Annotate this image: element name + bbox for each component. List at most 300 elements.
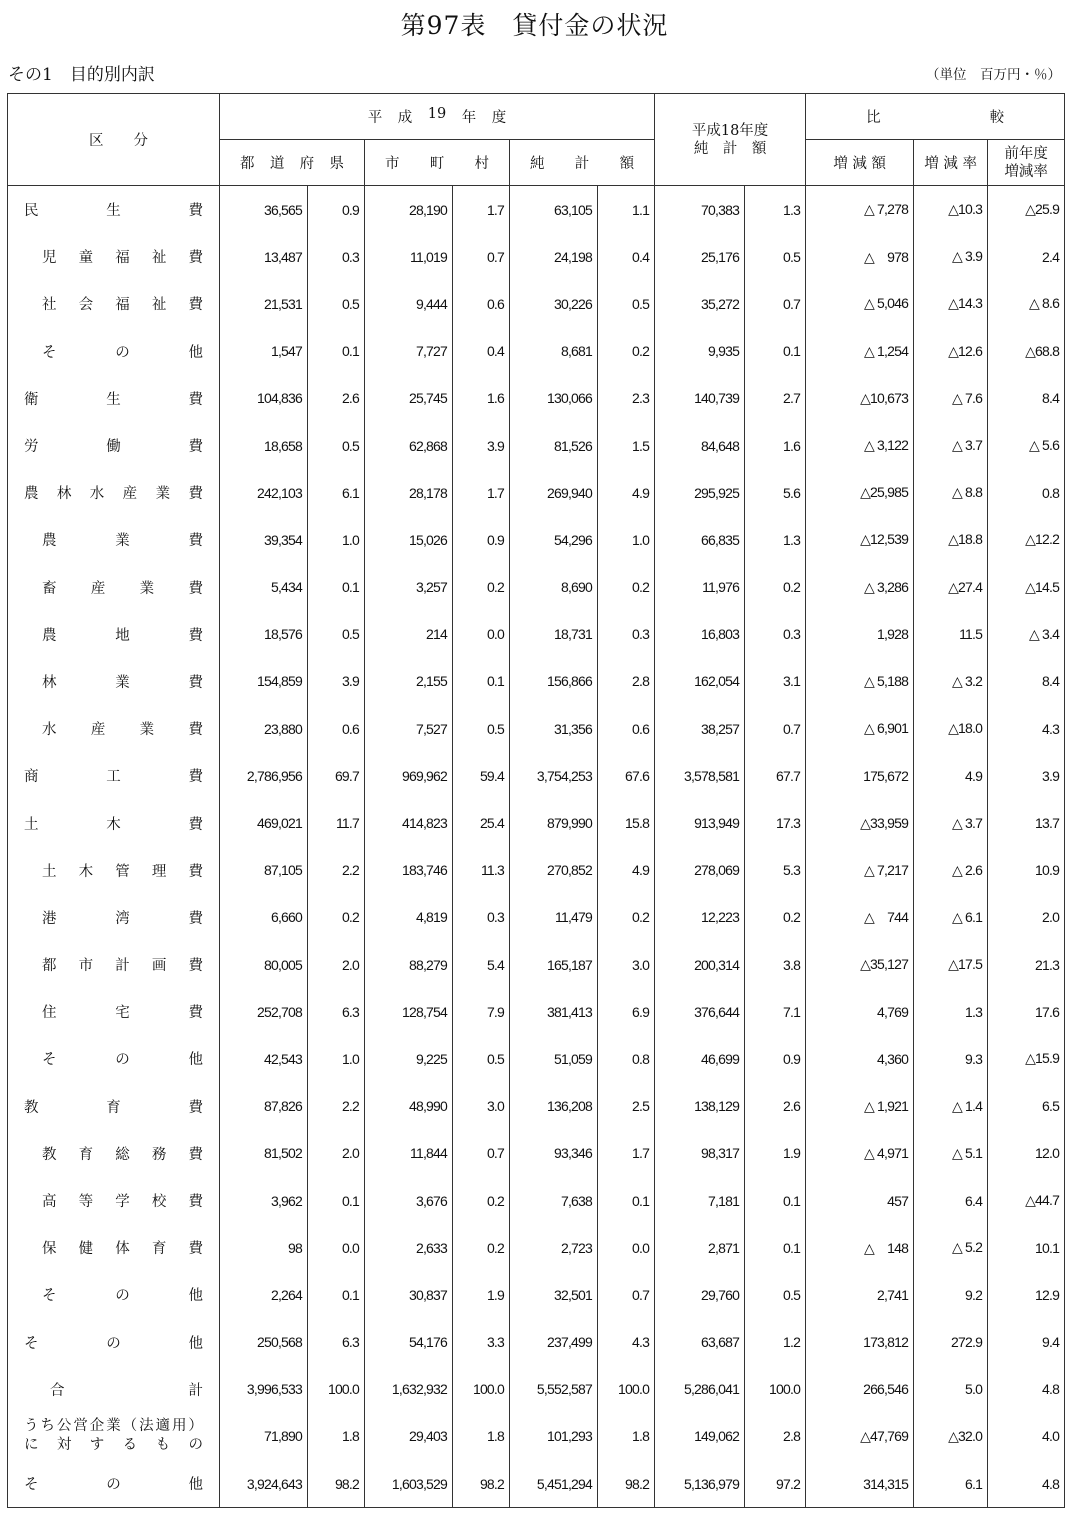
cell-h18-share: 0.5 [745,1271,806,1318]
row-label-char: 他 [188,1477,203,1494]
cell-muni-share: 7.9 [453,988,510,1035]
row-label-char: の [106,1477,121,1494]
row-label-char: ） [188,1418,203,1435]
row-label-char: 合 [50,1382,65,1399]
cell-pref-amount: 18,576 [220,611,308,658]
cell-h18-amount: 98,317 [655,1130,745,1177]
cell-pref-amount: 98 [220,1224,308,1271]
header-h19 [220,94,655,140]
cell-h18-amount: 138,129 [655,1083,745,1130]
cell-pref-share: 100.0 [308,1366,365,1413]
cell-h18-share: 100.0 [745,1366,806,1413]
row-label [8,1366,220,1413]
row-label-char: 業 [155,486,171,503]
row-label-char: 他 [188,1335,203,1352]
cell-pref-share: 2.0 [308,1130,365,1177]
cell-prev-rate: △44.7 [988,1177,1065,1224]
cell-change-amount: △10,673 [806,375,914,422]
cell-pref-amount: 242,103 [220,469,308,516]
table-row [8,1130,1065,1177]
header-comparison-char: 較 [989,110,1005,126]
cell-muni-share: 1.7 [453,469,510,516]
cell-h18-share: 97.2 [745,1460,806,1508]
cell-h18-amount: 913,949 [655,799,745,846]
row-label-char: 土 [24,816,39,833]
row-label-char: 適 [155,1418,170,1435]
cell-change-rate: 6.1 [914,1460,988,1508]
row-label-char: 務 [151,1146,167,1163]
header-prefecture [220,140,365,186]
row-label-char: 総 [115,1146,130,1163]
cell-change-rate: 4.9 [914,752,988,799]
cell-net-amount: 18,731 [510,611,598,658]
cell-change-rate: △ 5.1 [914,1130,988,1177]
row-label [8,516,220,563]
table-row [8,422,1065,469]
row-label-char: 育 [151,1241,167,1258]
cell-change-amount: △ 7,278 [806,186,914,234]
cell-pref-share: 0.6 [308,705,365,752]
cell-net-amount: 81,526 [510,422,598,469]
cell-prev-rate: △12.2 [988,516,1065,563]
row-label [8,1035,220,1082]
cell-pref-share: 1.8 [308,1413,365,1460]
row-label-char: （ [122,1418,138,1435]
row-label-char: ち [40,1418,55,1435]
cell-muni-amount: 1,632,932 [365,1366,453,1413]
cell-muni-share: 59.4 [453,752,510,799]
row-label-char: 営 [73,1418,88,1435]
cell-muni-share: 0.3 [453,894,510,941]
cell-change-rate: △ 3.9 [914,233,988,280]
row-label-char: そ [42,344,57,361]
row-label-char: 理 [151,863,167,880]
cell-change-amount: △ 1,921 [806,1083,914,1130]
cell-net-amount: 11,479 [510,894,598,941]
cell-prev-rate: 17.6 [988,988,1065,1035]
cell-muni-share: 1.9 [453,1271,510,1318]
row-label-char: 費 [188,1241,203,1258]
row-label [8,1319,220,1366]
row-label-char: 産 [122,486,138,503]
cell-net-share: 67.6 [598,752,655,799]
table-row [8,752,1065,799]
cell-change-amount: 314,315 [806,1460,914,1508]
header-category [8,94,220,186]
cell-prev-rate: 10.9 [988,847,1065,894]
cell-prev-rate: 4.8 [988,1460,1065,1508]
row-label-char: の [188,1437,203,1454]
row-label [8,611,220,658]
row-label [8,752,220,799]
header-h18-line1: 平成18年度 [691,122,769,139]
row-label-char: 費 [188,910,203,927]
row-label-char: 費 [188,769,203,786]
cell-net-share: 4.9 [598,847,655,894]
cell-pref-share: 6.3 [308,1319,365,1366]
row-label [8,469,220,516]
row-label-char: 林 [56,486,72,503]
cell-pref-amount: 252,708 [220,988,308,1035]
row-label [8,1224,220,1271]
header-h19-char: 平 [367,110,383,126]
cell-h18-amount: 2,871 [655,1224,745,1271]
cell-pref-amount: 13,487 [220,233,308,280]
row-label-char: 費 [188,674,203,691]
cell-muni-share: 0.5 [453,705,510,752]
cell-muni-amount: 54,176 [365,1319,453,1366]
cell-h18-amount: 200,314 [655,941,745,988]
cell-muni-amount: 183,746 [365,847,453,894]
header-category-char: 区 [89,133,104,149]
header-municipality-char: 町 [429,156,445,172]
cell-change-amount: △ 6,901 [806,705,914,752]
cell-prev-rate: 4.3 [988,705,1065,752]
cell-muni-share: 0.2 [453,564,510,611]
cell-change-amount: △ 3,122 [806,422,914,469]
row-label-char: う [24,1418,39,1435]
row-label-char: 等 [78,1194,94,1211]
cell-change-amount: △ 1,254 [806,328,914,375]
table-row [8,1460,1065,1508]
row-label-char: 童 [78,250,94,267]
cell-muni-share: 100.0 [453,1366,510,1413]
row-label-char: 産 [90,580,106,597]
cell-h18-amount: 84,648 [655,422,745,469]
cell-net-amount: 101,293 [510,1413,598,1460]
cell-h18-amount: 38,257 [655,705,745,752]
cell-prev-rate: 3.9 [988,752,1065,799]
cell-muni-share: 5.4 [453,941,510,988]
cell-net-amount: 63,105 [510,186,598,234]
cell-net-amount: 5,451,294 [510,1460,598,1508]
table-row [8,469,1065,516]
header-change-rate: 増 減 率 [914,140,988,186]
cell-change-amount: 266,546 [806,1366,914,1413]
cell-pref-share: 11.7 [308,799,365,846]
cell-change-amount: 4,360 [806,1035,914,1082]
cell-pref-share: 3.9 [308,658,365,705]
cell-prev-rate: 2.0 [988,894,1065,941]
table-row [8,564,1065,611]
cell-net-share: 0.7 [598,1271,655,1318]
table-row [8,894,1065,941]
cell-pref-amount: 3,962 [220,1177,308,1224]
cell-muni-share: 0.4 [453,328,510,375]
header-prev-rate [988,140,1065,186]
cell-prev-rate: 0.8 [988,469,1065,516]
cell-h18-share: 1.2 [745,1319,806,1366]
cell-change-rate: 9.3 [914,1035,988,1082]
cell-change-rate: △18.8 [914,516,988,563]
row-label-char: 祉 [151,297,167,314]
row-label-char: 育 [78,1146,94,1163]
header-comparison [806,94,1065,140]
row-label [8,1460,220,1508]
cell-change-amount: 1,928 [806,611,914,658]
cell-change-rate: △ 3.2 [914,658,988,705]
row-label-char: 費 [188,958,203,975]
row-label-char: 対 [56,1437,72,1454]
cell-change-rate: 6.4 [914,1177,988,1224]
cell-h18-amount: 12,223 [655,894,745,941]
table-row [8,375,1065,422]
cell-net-share: 2.8 [598,658,655,705]
cell-muni-amount: 414,823 [365,799,453,846]
cell-change-rate: △ 5.2 [914,1224,988,1271]
row-label-char: 業 [139,580,155,597]
cell-net-share: 1.8 [598,1413,655,1460]
cell-muni-amount: 25,745 [365,375,453,422]
cell-h18-share: 5.6 [745,469,806,516]
row-label-char: 保 [42,1241,57,1258]
cell-h18-amount: 66,835 [655,516,745,563]
cell-muni-amount: 62,868 [365,422,453,469]
cell-h18-share: 1.6 [745,422,806,469]
cell-pref-amount: 250,568 [220,1319,308,1366]
row-label-char: 費 [188,391,203,408]
row-label-char: 費 [188,1194,203,1211]
row-label [8,1271,220,1318]
cell-muni-share: 1.8 [453,1413,510,1460]
cell-h18-share: 7.1 [745,988,806,1035]
cell-pref-amount: 18,658 [220,422,308,469]
cell-change-amount: △ 5,188 [806,658,914,705]
cell-pref-share: 2.2 [308,847,365,894]
cell-h18-share: 3.8 [745,941,806,988]
cell-net-amount: 24,198 [510,233,598,280]
cell-net-amount: 270,852 [510,847,598,894]
cell-change-amount: 4,769 [806,988,914,1035]
row-label-char: 農 [24,486,39,503]
header-prefecture-char: 県 [329,156,344,172]
cell-pref-amount: 6,660 [220,894,308,941]
cell-muni-amount: 9,225 [365,1035,453,1082]
row-label-char: も [155,1437,171,1454]
cell-muni-amount: 1,603,529 [365,1460,453,1508]
cell-net-amount: 237,499 [510,1319,598,1366]
cell-net-amount: 3,754,253 [510,752,598,799]
table-row [8,1366,1065,1413]
row-label-char: 水 [89,486,105,503]
row-label [8,1413,220,1460]
row-label-char: 校 [151,1194,167,1211]
cell-muni-share: 0.1 [453,658,510,705]
row-label-char: 土 [42,863,57,880]
cell-change-rate: 9.2 [914,1271,988,1318]
row-label-char: 費 [188,722,203,739]
cell-change-amount: △ 3,286 [806,564,914,611]
row-label-char: 費 [188,486,203,503]
header-comparison-char: 比 [866,110,881,126]
cell-h18-amount: 63,687 [655,1319,745,1366]
row-label [8,1130,220,1177]
cell-pref-share: 0.9 [308,186,365,234]
cell-pref-share: 6.1 [308,469,365,516]
cell-h18-amount: 149,062 [655,1413,745,1460]
cell-pref-share: 0.5 [308,422,365,469]
cell-pref-share: 0.2 [308,894,365,941]
cell-net-share: 0.4 [598,233,655,280]
cell-prev-rate: △ 8.6 [988,280,1065,327]
cell-muni-amount: 30,837 [365,1271,453,1318]
cell-pref-share: 2.2 [308,1083,365,1130]
cell-h18-amount: 7,181 [655,1177,745,1224]
cell-change-amount: 173,812 [806,1319,914,1366]
header-net-total-char: 純 [530,156,545,172]
cell-net-amount: 7,638 [510,1177,598,1224]
cell-h18-share: 0.3 [745,611,806,658]
cell-change-rate: △18.0 [914,705,988,752]
table-row [8,280,1065,327]
row-label [8,658,220,705]
row-label [8,328,220,375]
cell-net-amount: 130,066 [510,375,598,422]
page-title: 第97表 貸付金の状況 [400,11,669,40]
cell-net-share: 0.0 [598,1224,655,1271]
cell-muni-share: 0.7 [453,233,510,280]
cell-net-amount: 269,940 [510,469,598,516]
row-label-char: 産 [90,722,106,739]
header-prefecture-char: 府 [299,156,315,172]
cell-h18-amount: 29,760 [655,1271,745,1318]
cell-net-amount: 156,866 [510,658,598,705]
cell-pref-share: 0.1 [308,1177,365,1224]
row-label-char: 生 [106,203,121,220]
cell-change-rate: 272.9 [914,1319,988,1366]
header-h19-char: 成 [397,110,413,126]
row-label [8,564,220,611]
cell-pref-share: 0.0 [308,1224,365,1271]
cell-prev-rate: 12.0 [988,1130,1065,1177]
row-label-char: 他 [188,1288,203,1305]
table-row [8,516,1065,563]
cell-net-share: 0.8 [598,1035,655,1082]
row-label [8,799,220,846]
cell-h18-share: 3.1 [745,658,806,705]
cell-change-amount: △ 4,971 [806,1130,914,1177]
cell-net-amount: 93,346 [510,1130,598,1177]
cell-prev-rate: △ 5.6 [988,422,1065,469]
row-label-char: 他 [188,1052,203,1069]
cell-prev-rate: 12.9 [988,1271,1065,1318]
row-label-char: 業 [115,533,130,550]
row-label-char: 福 [115,297,130,314]
row-label-char: 商 [24,769,39,786]
row-label-char: 体 [115,1241,130,1258]
row-label-char: そ [42,1288,57,1305]
row-label-char: の [115,344,130,361]
cell-change-amount: △47,769 [806,1413,914,1460]
header-h19-char: 19 [427,106,447,122]
cell-pref-amount: 42,543 [220,1035,308,1082]
cell-net-amount: 54,296 [510,516,598,563]
cell-net-share: 1.0 [598,516,655,563]
cell-h18-share: 1.3 [745,186,806,234]
cell-prev-rate: 2.4 [988,233,1065,280]
cell-net-amount: 8,690 [510,564,598,611]
row-label-char: 費 [188,297,203,314]
row-label-char: 計 [115,958,130,975]
cell-net-amount: 8,681 [510,328,598,375]
table-row [8,799,1065,846]
cell-h18-share: 5.3 [745,847,806,894]
header-prev-rate-line1: 前年度 [1004,145,1048,162]
cell-h18-amount: 46,699 [655,1035,745,1082]
cell-pref-amount: 87,826 [220,1083,308,1130]
header-municipality-char: 村 [474,156,489,172]
cell-net-share: 1.7 [598,1130,655,1177]
cell-net-share: 0.5 [598,280,655,327]
row-label-char: 費 [188,863,203,880]
cell-net-amount: 381,413 [510,988,598,1035]
cell-h18-share: 2.6 [745,1083,806,1130]
row-label-char: 湾 [115,910,130,927]
cell-muni-share: 0.7 [453,1130,510,1177]
cell-h18-share: 1.9 [745,1130,806,1177]
loan-table [7,93,1065,1508]
cell-h18-amount: 376,644 [655,988,745,1035]
row-label-char: 教 [24,1099,39,1116]
row-label-char: 農 [42,533,57,550]
row-label-char: 費 [188,203,203,220]
row-label [8,847,220,894]
cell-muni-amount: 7,727 [365,328,453,375]
cell-h18-amount: 5,286,041 [655,1366,745,1413]
row-label-char: の [115,1288,130,1305]
cell-muni-amount: 88,279 [365,941,453,988]
cell-prev-rate: 21.3 [988,941,1065,988]
row-label-char: 市 [78,958,94,975]
table-subtitle: その1 目的別内訳 [8,65,155,85]
cell-h18-amount: 5,136,979 [655,1460,745,1508]
row-label-char: 民 [24,203,39,220]
cell-change-amount: △ 5,046 [806,280,914,327]
cell-h18-amount: 9,935 [655,328,745,375]
cell-pref-amount: 23,880 [220,705,308,752]
row-label-char: 地 [115,627,130,644]
cell-muni-amount: 15,026 [365,516,453,563]
row-label-char: の [115,1052,130,1069]
cell-h18-amount: 140,739 [655,375,745,422]
cell-net-share: 3.0 [598,941,655,988]
cell-muni-amount: 2,633 [365,1224,453,1271]
cell-pref-amount: 80,005 [220,941,308,988]
cell-h18-share: 0.1 [745,1177,806,1224]
cell-prev-rate: 6.5 [988,1083,1065,1130]
row-label-char: 高 [42,1194,57,1211]
header-municipality-char: 市 [385,156,400,172]
cell-pref-amount: 1,547 [220,328,308,375]
cell-pref-amount: 5,434 [220,564,308,611]
cell-change-amount: 175,672 [806,752,914,799]
cell-h18-amount: 278,069 [655,847,745,894]
row-label-char: 木 [78,863,94,880]
cell-muni-amount: 11,844 [365,1130,453,1177]
cell-pref-share: 0.1 [308,328,365,375]
row-label-char: 管 [115,863,130,880]
cell-net-amount: 879,990 [510,799,598,846]
unit-note: （単位 百万円・％） [926,67,1061,83]
cell-pref-amount: 39,354 [220,516,308,563]
row-label-char: 衛 [24,391,39,408]
cell-change-rate: △ 3.7 [914,799,988,846]
cell-muni-share: 0.9 [453,516,510,563]
row-label-char: 費 [188,1005,203,1022]
table-row [8,658,1065,705]
cell-muni-amount: 3,257 [365,564,453,611]
cell-change-rate: △ 2.6 [914,847,988,894]
